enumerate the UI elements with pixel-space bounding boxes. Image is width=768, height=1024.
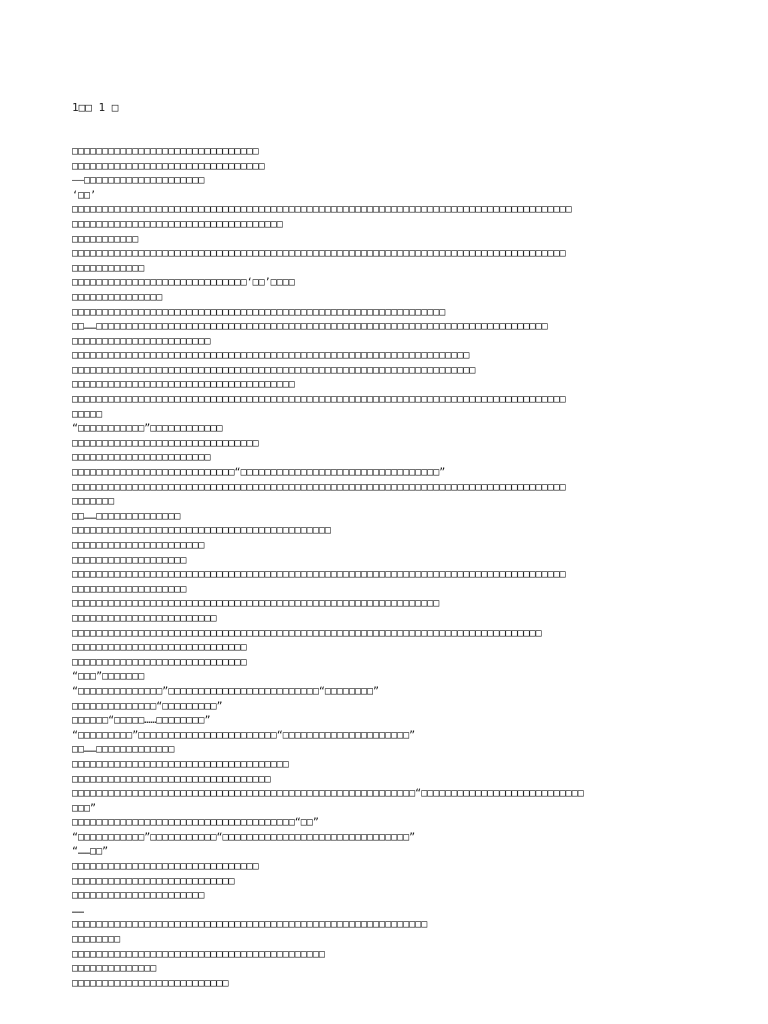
text-line: □□□□□□□□□□□□□□“□□□□□□□□□” [72, 700, 223, 712]
text-line: □□□□□□□□□□□□□□□□□□□□□□□□□□□□□□□ [72, 861, 259, 873]
text-line: □□□□□□□□□□□□ [72, 262, 145, 274]
text-line: □□□□□□□ [72, 496, 115, 508]
text-line: □□□□□□□□□□□□□□□□□□□□□□□□□□ [72, 977, 229, 989]
text-line: □□□□□□□□□□□□□□□□□□□□□□□□□□□ [72, 875, 235, 887]
text-line: □□□□□□□□□□□□□□□□□□□□□□□□□□□□□‘□□’□□□□ [72, 277, 295, 289]
text-line: □□□□□□□□□□□□□□ [72, 963, 157, 975]
text-line: “……□□” [72, 846, 109, 858]
text-line: ‘□□’ [72, 189, 97, 201]
text-line: □□□□□□□□□□□□□□□□□□□□□□□□□□□□□ [72, 656, 247, 668]
text-line: □□□□□□□□□□□□□□□□□□□□□□□□□□□□□ [72, 642, 247, 654]
text-line: ——□□□□□□□□□□□□□□□□□□□□ [72, 175, 205, 187]
text-line: “□□□□□□□□□□□”□□□□□□□□□□□□ [72, 423, 223, 435]
text-line: □□□□□□□□□□□□□□□□□□□□□□□□□□□□□□□□□□□□□□□□□□□□□□□□□□□□□□□□□□□□□□□□□□□□□□□□□□□□□□□□□□□ [72, 204, 572, 216]
text-line: □□□□□□□□□□□□□□□□□□□□□□□□□□□□□□□□ [72, 160, 265, 172]
text-line: □□□□□□□□□□□□□□□□□□□□□□□□□□□□□□□ [72, 437, 259, 449]
text-line: □□□□□□□□□□□□□□□□□□□□□□□□□□□□□□□□□□□□□□□□□□□□□□□□□□□□□□□□□“□□□□□□□□□□□□□□□□□□□□□□□□□□□ [72, 788, 584, 800]
text-line: □□□□□□□□□□□□□□□□□□□□□□□ [72, 452, 211, 464]
text-line: □□……□□□□□□□□□□□□□□ [72, 510, 181, 522]
text-line: □□□□□□□□□□□□□□□□□□□□□□□□□□□□□□□□□□□□□□□□□□□□□□□□□□□□□□□□□□□□□□□□□□□□□□□□□□□□□□ [72, 627, 542, 639]
text-line: □□……□□□□□□□□□□□□□ [72, 744, 175, 756]
text-line: □□□□□□□□□□□□□□□□□□□□□□□□□□□□□□□□□□□□□“□□” [72, 817, 319, 829]
text-line: □□□□□□□□□□□□□□□□□□□□□□□□□□□□□□□□□□□□□□□□□□□□□□□□□□□□□□□□□□□□□□□□□□□□□□□□□□□□□□□□□□ [72, 481, 566, 493]
text-line: □□□□□□□□□□□□□□□□□□□ [72, 583, 187, 595]
text-line: □□□□□□□□□□□□□□□□□□□□□□ [72, 890, 205, 902]
text-line: □□□□□□□□□□□□□□□□□□□□□□□□□□□□□□□□□□□□□□□□□□□□□□□□□□□□□□□□□□□□□□□□□□□ [72, 364, 476, 376]
text-line: □□□□□□□□□□□□□□□□□□□□□□□□ [72, 612, 217, 624]
text-line: □□□□□□□□□□□□□□□□□□□□□□□□□□□□□□□□□□□ [72, 218, 283, 230]
text-line: □□□□□ [72, 408, 103, 420]
text-line: □□……□□□□□□□□□□□□□□□□□□□□□□□□□□□□□□□□□□□□□□□□□□□□□□□□□□□□□□□□□□□□□□□□□□□□□□□□□□□ [72, 321, 548, 333]
text-line: □□□□□□□□□□□□□□□□□□□□□□□□□□□□□□□□□□□□□□□□□□□□□□□□□□□□□□□□□□□ [72, 919, 428, 931]
text-line: □□□□□□□□□□□□□□□□□□□□□□□□□□□□□□□□□□□□ [72, 758, 289, 770]
text-line: □□□□□□□□□□□□□□□□□□□□□□□□□□□□□□□□□□□□□□□□□□□ [72, 525, 331, 537]
document-heading: 1□□ 1 □ [72, 101, 119, 115]
text-line: …… [72, 904, 85, 916]
text-line: □□□□□□□□□□□□□□□□□□□□□□□□□□□□□□□ [72, 145, 259, 157]
text-line: “□□□□□□□□□□□”□□□□□□□□□□□“□□□□□□□□□□□□□□□□□□□□□□□□□□□□□□□” [72, 831, 416, 843]
text-line: “□□□□□□□□□□□□□□”□□□□□□□□□□□□□□□□□□□□□□□□□“□□□□□□□□” [72, 685, 380, 697]
text-line: □□□□□□□□□□□□□□□□□□□□□□□□□□□“□□□□□□□□□□□□□□□□□□□□□□□□□□□□□□□□□” [72, 467, 446, 479]
text-line: □□□□□□□□□□□□□□□□□□□□□□□□□□□□□□□□□□□□□ [72, 379, 295, 391]
document-body [72, 145, 712, 991]
text-line: □□□□□□□□□□□□□□□□□□□□□□□□□□□□□□□□□□□□□□□□□□□□□□□□□□□□□□□□□□□□□□□□□□□□□□□□□□□□□□□□□□ [72, 569, 566, 581]
text-line: □□□□□□□□□□□□□□□□□□□□□□□ [72, 335, 211, 347]
text-line: □□□□□□□□ [72, 934, 121, 946]
text-line: □□□□□□□□□□□□□□□□□□□□□□□□□□□□□□□□□□□□□□□□□□□□□□□□□□□□□□□□□□□□□□□□□□ [72, 350, 470, 362]
text-line: □□□□□□□□□□□□□□□□□□□ [72, 554, 187, 566]
text-line: □□□□□□□□□□□□□□□□□□□□□□□□□□□□□□□□□ [72, 773, 271, 785]
text-line: “□□□□□□□□□”□□□□□□□□□□□□□□□□□□□□□□□“□□□□□□□□□□□□□□□□□□□□□” [72, 729, 416, 741]
text-line: “□□□”□□□□□□□ [72, 671, 145, 683]
text-line: □□□□□□□□□□□□□□□□□□□□□□ [72, 540, 205, 551]
text-line: □□□□□□□□□□□ [72, 233, 139, 245]
text-line: □□□□□□“□□□□□……□□□□□□□□” [72, 715, 211, 727]
text-line: □□□□□□□□□□□□□□□□□□□□□□□□□□□□□□□□□□□□□□□□□□□□□□□□□□□□□□□□□□□□□□ [72, 306, 446, 318]
text-line: □□□□□□□□□□□□□□□□□□□□□□□□□□□□□□□□□□□□□□□□□□ [72, 948, 325, 960]
text-line: □□□□□□□□□□□□□□□□□□□□□□□□□□□□□□□□□□□□□□□□□□□□□□□□□□□□□□□□□□□□□ [72, 598, 440, 610]
document-page [72, 72, 712, 1006]
text-line: □□□□□□□□□□□□□□□□□□□□□□□□□□□□□□□□□□□□□□□□□□□□□□□□□□□□□□□□□□□□□□□□□□□□□□□□□□□□□□□□□□ [72, 248, 566, 260]
text-line: □□□□□□□□□□□□□□□□□□□□□□□□□□□□□□□□□□□□□□□□□□□□□□□□□□□□□□□□□□□□□□□□□□□□□□□□□□□□□□□□□□ [72, 394, 566, 406]
text-line: □□□” [72, 802, 97, 814]
text-line: □□□□□□□□□□□□□□□ [72, 291, 163, 303]
